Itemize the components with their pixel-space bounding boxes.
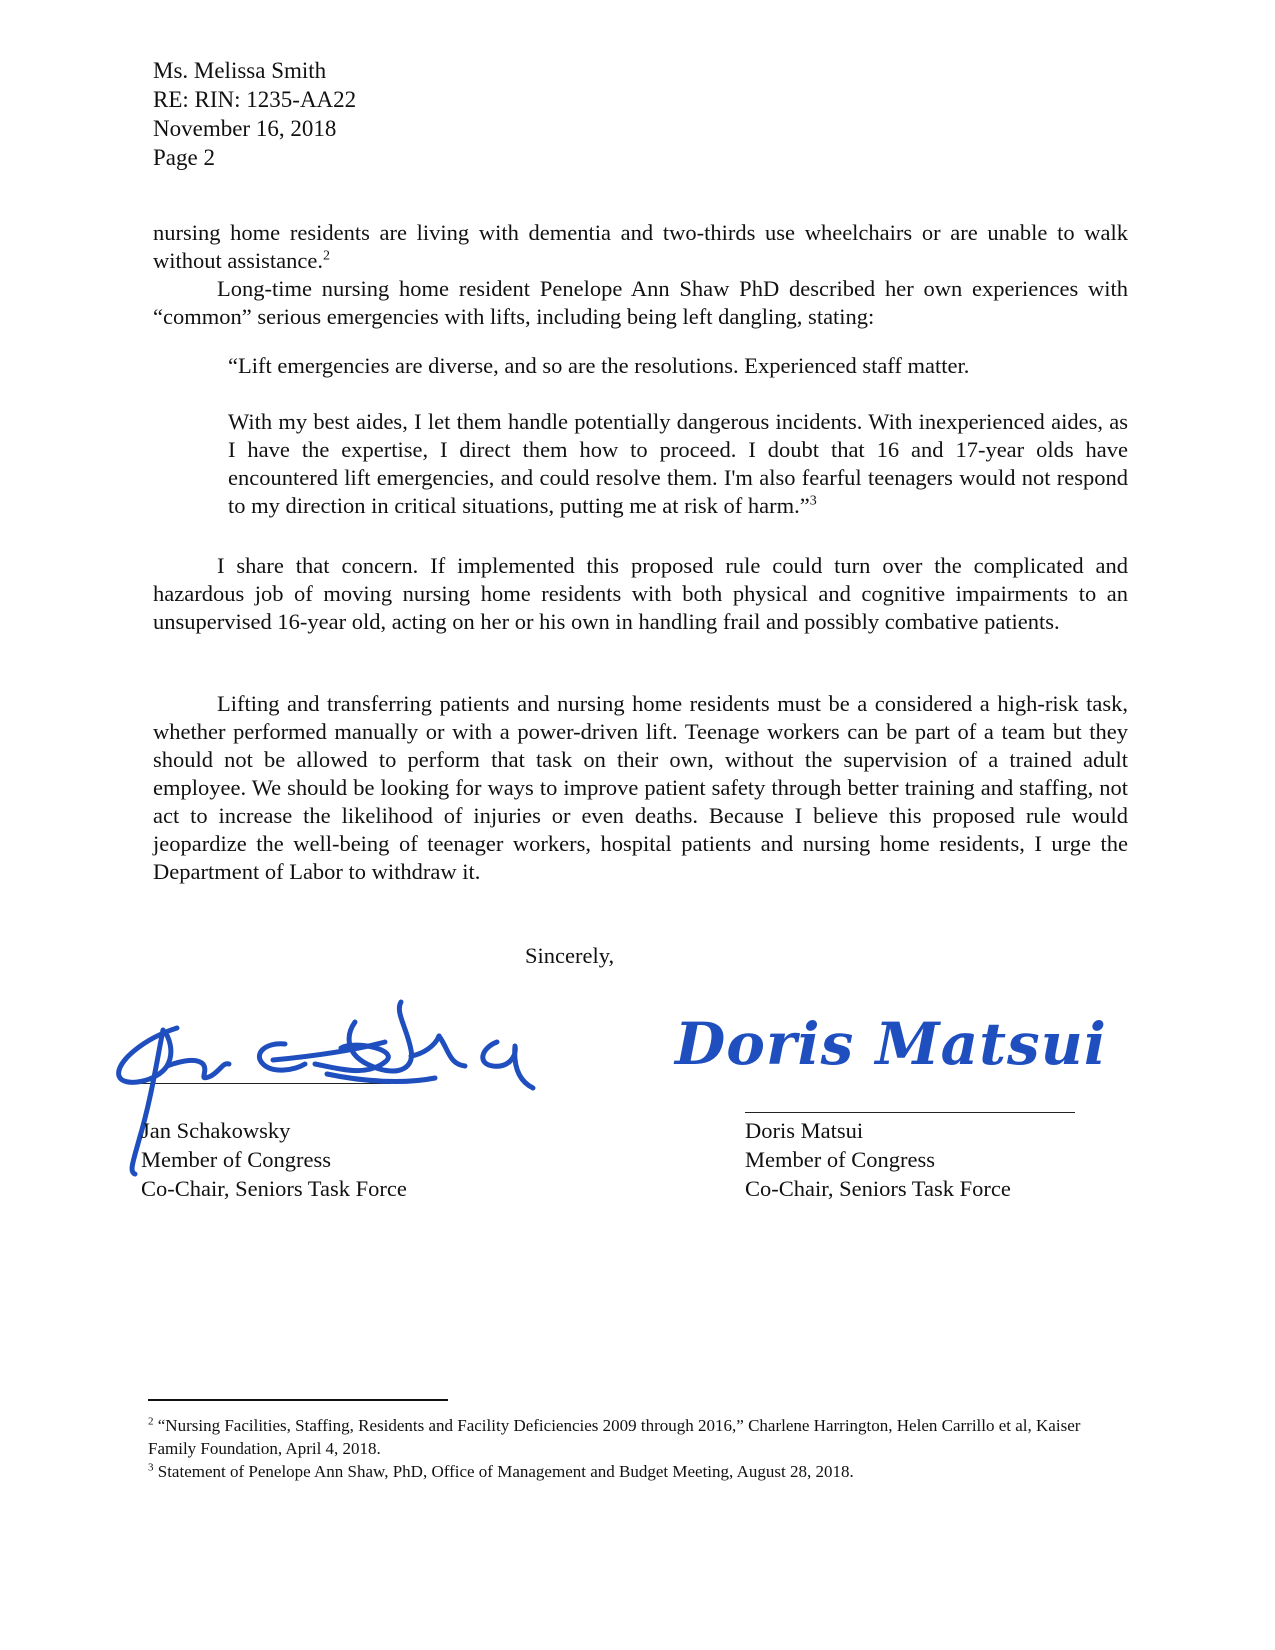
page-number: Page 2 — [153, 145, 215, 170]
body-paragraph-4: Lifting and transferring patients and nursing home residents must be a considered a high-risk task, whether performed manually or with a power-driven lift. Teenage workers can be part of a team but they should not be allowed to perform that task on their own, without the supervision of a trained adult employee. We should be looking for ways to improve patient safety through better training and staffing, not act to increase the likelihood of injuries or even deaths. Because I believe this proposed rule would jeopardize the well-being of teenager workers, hospital patients and nursing home residents, I urge the Department of Labor to withdraw it. — [153, 691, 1128, 884]
footnote-divider — [148, 1399, 448, 1401]
body-paragraph-2: Long-time nursing home resident Penelope Ann Shaw PhD described her own experiences with “common” serious emergencies with lifts, including being left dangling, stating: — [153, 276, 1128, 329]
signature-block-left — [141, 1116, 501, 1203]
signer-role: Co-Chair, Seniors Task Force — [141, 1176, 407, 1201]
signer-role: Co-Chair, Seniors Task Force — [745, 1176, 1011, 1201]
signature-matsui: Doris Matsui — [675, 1010, 1107, 1078]
signature-line-right — [745, 1112, 1075, 1113]
re-line: RE: RIN: 1235-AA22 — [153, 87, 357, 112]
footnote-ref-2: 2 — [322, 248, 330, 264]
body-paragraph-3: I share that concern. If implemented this proposed rule could turn over the complicated and hazardous job of moving nursing home residents with both physical and cognitive impairments to an unsupervised 16-year old, acting on her or his own in handling frail and possibly combative patients. — [153, 553, 1128, 634]
footnote-ref-3: 3 — [809, 493, 817, 509]
signer-title: Member of Congress — [745, 1147, 935, 1172]
signer-name: Jan Schakowsky — [141, 1118, 291, 1143]
quote-paragraph-1: “Lift emergencies are diverse, and so are the resolutions. Experienced staff matter. — [228, 353, 970, 378]
footnote-2: $^2$ “Nursing Facilities, Staffing, Residents and Facility Deficiencies 2009 through 2016,” Charlene Harrington, Helen Carrillo et al, Kaiser Family Foundation, April 4, 2018. — [148, 1415, 1081, 1458]
letter-date: November 16, 2018 — [153, 116, 337, 141]
signature-block-right — [745, 1116, 1105, 1203]
signer-title: Member of Congress — [141, 1147, 331, 1172]
recipient-name: Ms. Melissa Smith — [153, 58, 327, 83]
closing-salutation: Sincerely, — [525, 943, 615, 968]
quote-paragraph-2: With my best aides, I let them handle potentially dangerous incidents. With inexperienced aides, as I have the expertise, I direct them how to proceed. I doubt that 16 and 17-year olds have encountered lift emergencies, and could resolve them. I'm also fearful teenagers would not respond to my direction in critical situations, putting me at risk of harm.”$^3$ — [228, 409, 1128, 518]
signer-name: Doris Matsui — [745, 1118, 864, 1143]
letter-header — [153, 56, 356, 172]
footnote-3: $^3$ Statement of Penelope Ann Shaw, PhD, Office of Management and Budget Meeting, August 28, 2018. — [148, 1461, 854, 1481]
body-paragraph-1: nursing home residents are living with dementia and two-thirds use wheelchairs or are unable to walk without assistance.$^2$ — [153, 220, 1128, 273]
footnotes — [148, 1414, 1123, 1483]
